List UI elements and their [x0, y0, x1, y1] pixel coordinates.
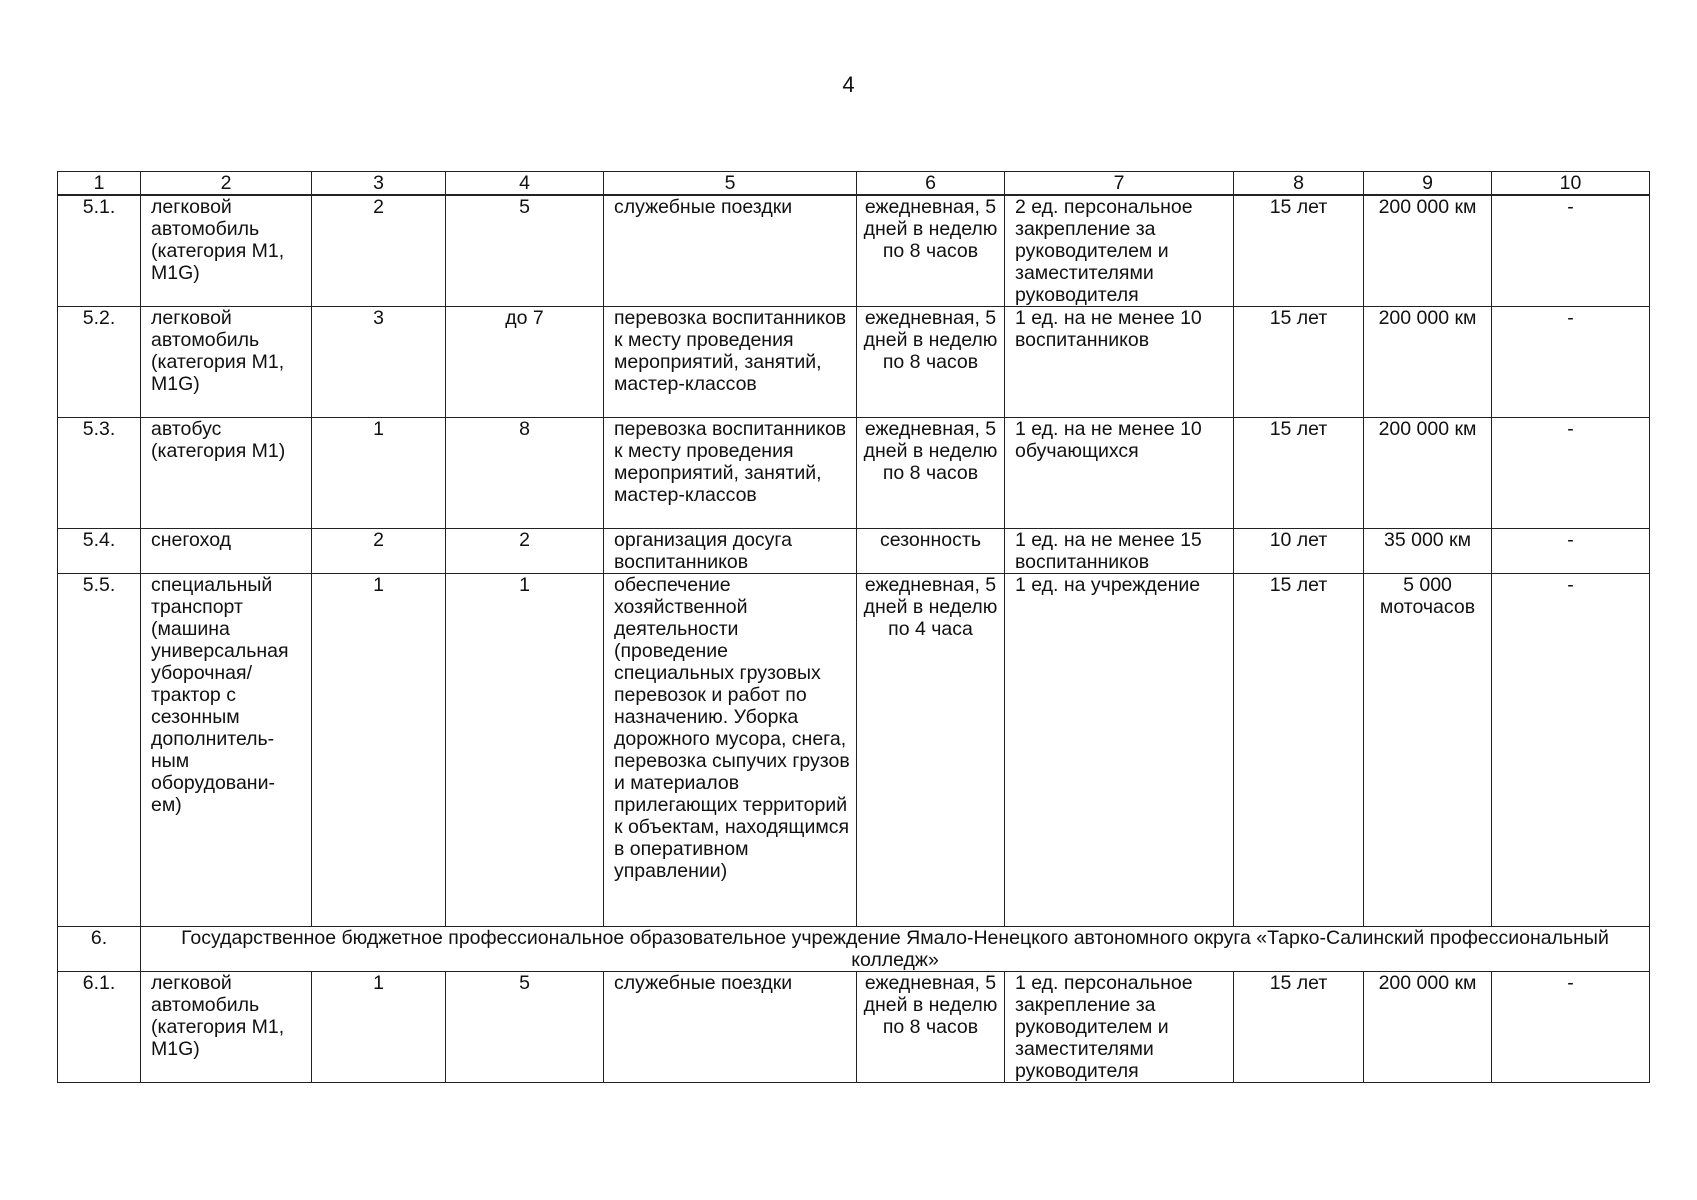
vehicle-type: легковой автомобиль (категория M1, M1G) — [141, 195, 312, 307]
mileage: 200 000 км — [1364, 307, 1492, 418]
header-cell: 6 — [857, 172, 1005, 196]
norm: 1 ед. на не менее 10 воспитанников — [1005, 307, 1234, 418]
cell-col4: 5 — [446, 195, 604, 307]
row-number: 5.1. — [58, 195, 141, 307]
cell-col3: 1 — [312, 418, 446, 529]
mileage: 35 000 км — [1364, 529, 1492, 574]
cell-col4: 8 — [446, 418, 604, 529]
usage-mode: сезонность — [857, 529, 1005, 574]
table-row — [58, 418, 1650, 529]
usage-mode: ежедневная, 5 дней в неделю по 8 часов — [857, 972, 1005, 1083]
cell-col10: - — [1492, 529, 1650, 574]
norm: 1 ед. на не менее 10 обучающихся — [1005, 418, 1234, 529]
purpose: перевозка воспитанников к месту проведения мероприятий, занятий, мастер-классов — [604, 307, 857, 418]
cell-col3: 3 — [312, 307, 446, 418]
purpose: служебные поездки — [604, 195, 857, 307]
vehicle-type: специальный транспорт (машина универсальная уборочная/ трактор с сезонным дополнитель-ным оборудовани-ем) — [141, 574, 312, 927]
cell-col3: 2 — [312, 529, 446, 574]
header-cell: 3 — [312, 172, 446, 196]
purpose: перевозка воспитанников к месту проведения мероприятий, занятий, мастер-классов — [604, 418, 857, 529]
usage-mode: ежедневная, 5 дней в неделю по 8 часов — [857, 195, 1005, 307]
purpose: обеспечение хозяйственной деятельности (проведение специальных грузовых перевозок и работ по назначению. Уборка дорожного мусора, снега, перевозка сыпучих грузов и материалов прилегающих территорий к объектам, находящимся в оперативном управлении) — [604, 574, 857, 927]
organization-row — [58, 927, 1650, 972]
purpose: организация досуга воспитанников — [604, 529, 857, 574]
cell-col3: 1 — [312, 574, 446, 927]
vehicle-type: автобус (категория M1) — [141, 418, 312, 529]
cell-col10: - — [1492, 574, 1650, 927]
norm: 1 ед. на учреждение — [1005, 574, 1234, 927]
cell-col4: 1 — [446, 574, 604, 927]
usage-mode: ежедневная, 5 дней в неделю по 8 часов — [857, 418, 1005, 529]
service-term: 15 лет — [1234, 195, 1364, 307]
table-row — [58, 574, 1650, 927]
header-cell: 2 — [141, 172, 312, 196]
cell-col10: - — [1492, 195, 1650, 307]
header-cell: 4 — [446, 172, 604, 196]
service-term: 15 лет — [1234, 574, 1364, 927]
mileage: 200 000 км — [1364, 418, 1492, 529]
row-number: 5.5. — [58, 574, 141, 927]
row-number: 6. — [58, 927, 141, 972]
service-term: 10 лет — [1234, 529, 1364, 574]
vehicle-type: легковой автомобиль (категория M1, M1G) — [141, 307, 312, 418]
usage-mode: ежедневная, 5 дней в неделю по 4 часа — [857, 574, 1005, 927]
header-row — [58, 172, 1650, 196]
mileage: 200 000 км — [1364, 972, 1492, 1083]
cell-col4: 5 — [446, 972, 604, 1083]
table-row — [58, 307, 1650, 418]
cell-col3: 2 — [312, 195, 446, 307]
cell-col10: - — [1492, 972, 1650, 1083]
table-row — [58, 529, 1650, 574]
vehicle-type: легковой автомобиль (категория M1, M1G) — [141, 972, 312, 1083]
norm: 1 ед. на не менее 15 воспитанников — [1005, 529, 1234, 574]
usage-mode: ежедневная, 5 дней в неделю по 8 часов — [857, 307, 1005, 418]
vehicle-type: снегоход — [141, 529, 312, 574]
header-cell: 8 — [1234, 172, 1364, 196]
norm: 1 ед. персональное закрепление за руководителем и заместителями руководителя — [1005, 972, 1234, 1083]
cell-col10: - — [1492, 418, 1650, 529]
header-cell: 5 — [604, 172, 857, 196]
cell-col3: 1 — [312, 972, 446, 1083]
service-term: 15 лет — [1234, 307, 1364, 418]
row-number: 5.3. — [58, 418, 141, 529]
cell-col4: 2 — [446, 529, 604, 574]
vehicle-norms-table — [57, 171, 1650, 1083]
cell-col4: до 7 — [446, 307, 604, 418]
norm: 2 ед. персональное закрепление за руководителем и заместителями руководителя — [1005, 195, 1234, 307]
organization-name: Государственное бюджетное профессиональное образовательное учреждение Ямало-Ненецкого автономного округа «Тарко-Салинский профессиональный колледж» — [141, 927, 1650, 972]
row-number: 6.1. — [58, 972, 141, 1083]
row-number: 5.4. — [58, 529, 141, 574]
table-row — [58, 972, 1650, 1083]
service-term: 15 лет — [1234, 418, 1364, 529]
header-cell: 7 — [1005, 172, 1234, 196]
header-cell: 9 — [1364, 172, 1492, 196]
mileage: 5 000 моточасов — [1364, 574, 1492, 927]
mileage: 200 000 км — [1364, 195, 1492, 307]
service-term: 15 лет — [1234, 972, 1364, 1083]
cell-col10: - — [1492, 307, 1650, 418]
purpose: служебные поездки — [604, 972, 857, 1083]
header-cell: 1 — [58, 172, 141, 196]
table-row — [58, 195, 1650, 307]
page-number: 4 — [842, 72, 855, 97]
row-number: 5.2. — [58, 307, 141, 418]
header-cell: 10 — [1492, 172, 1650, 196]
